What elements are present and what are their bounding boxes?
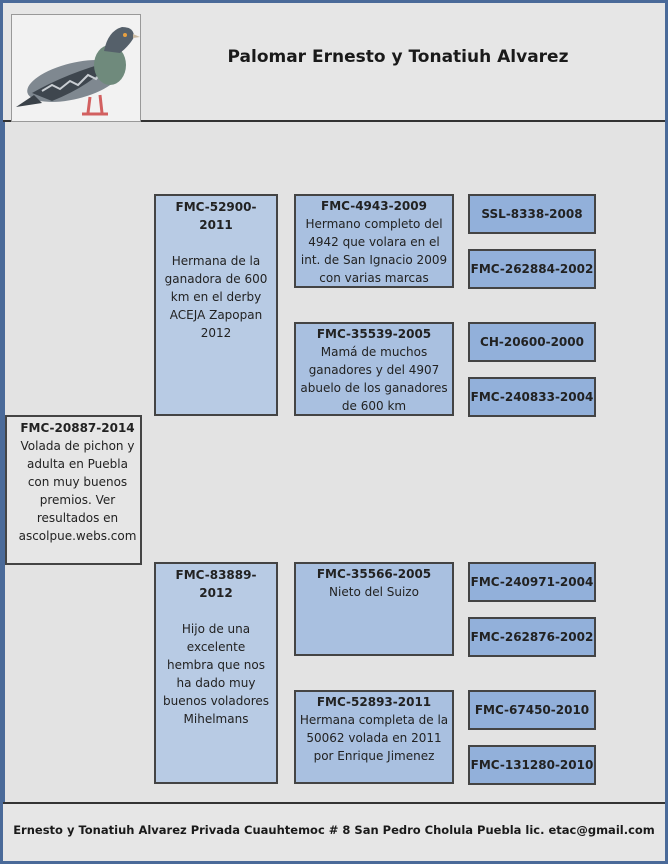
- grandparent-desc: Mamá de muchos ganadores y del 4907 abuelo de los ganadores de 600 km: [300, 345, 448, 413]
- grandparent-code: FMC-35566-2005: [316, 567, 432, 581]
- great-grandparent-box: SSL-8338-2008: [468, 194, 596, 234]
- parent-desc: Hermana de la ganadora de 600 km en el derby ACEJA Zapopan 2012: [164, 254, 268, 340]
- great-grandparent-box: CH-20600-2000: [468, 322, 596, 362]
- grandparent-box: [294, 194, 454, 288]
- pigeon-icon: [12, 15, 140, 121]
- parent-desc: Hijo de una excelente hembra que nos ha dado muy buenos voladores Mihelmans: [162, 622, 269, 726]
- pedigree-area: [5, 122, 665, 802]
- grandparent-box: [294, 322, 454, 416]
- main-bird-box: [5, 415, 142, 565]
- great-grandparent-box: FMC-262884-2002: [468, 249, 596, 289]
- grandparent-desc: Hermana completa de la 50062 volada en 2011 por Enrique Jimenez: [299, 713, 449, 763]
- grandparent-code: FMC-35539-2005: [316, 327, 432, 341]
- parent-code: FMC-52900-2011: [175, 200, 257, 232]
- grandparent-code: FMC-52893-2011: [316, 695, 432, 709]
- grandparent-code: FMC-4943-2009: [321, 199, 427, 213]
- parent-code: FMC-83889-2012: [175, 568, 257, 600]
- footer-contact: Ernesto y Tonatiuh Alvarez Privada Cuauhtemoc # 8 San Pedro Cholula Puebla lic. etac@gmail.com: [13, 823, 655, 837]
- grandparent-desc: Nieto del Suizo: [329, 585, 419, 599]
- pigeon-photo: [11, 14, 141, 122]
- grandparent-box: [294, 690, 454, 784]
- great-grandparent-box: FMC-262876-2002: [468, 617, 596, 657]
- main-bird-desc: Volada de pichon y adulta en Puebla con muy buenos premios. Ver resultados en ascolpue.webs.com: [18, 439, 137, 543]
- main-bird-code: FMC-20887-2014: [20, 421, 135, 435]
- footer: [3, 802, 665, 860]
- parent-box-sire: [154, 194, 278, 416]
- header: [3, 3, 665, 122]
- page-title: Palomar Ernesto y Tonatiuh Alvarez: [227, 47, 569, 67]
- grandparent-desc: Hermano completo del 4942 que volara en el int. de San Ignacio 2009 con varias marcas: [300, 217, 448, 285]
- great-grandparent-box: FMC-240833-2004: [468, 377, 596, 417]
- great-grandparent-box: FMC-131280-2010: [468, 745, 596, 785]
- parent-box-dam: [154, 562, 278, 784]
- great-grandparent-box: FMC-240971-2004: [468, 562, 596, 602]
- grandparent-box: [294, 562, 454, 656]
- great-grandparent-box: FMC-67450-2010: [468, 690, 596, 730]
